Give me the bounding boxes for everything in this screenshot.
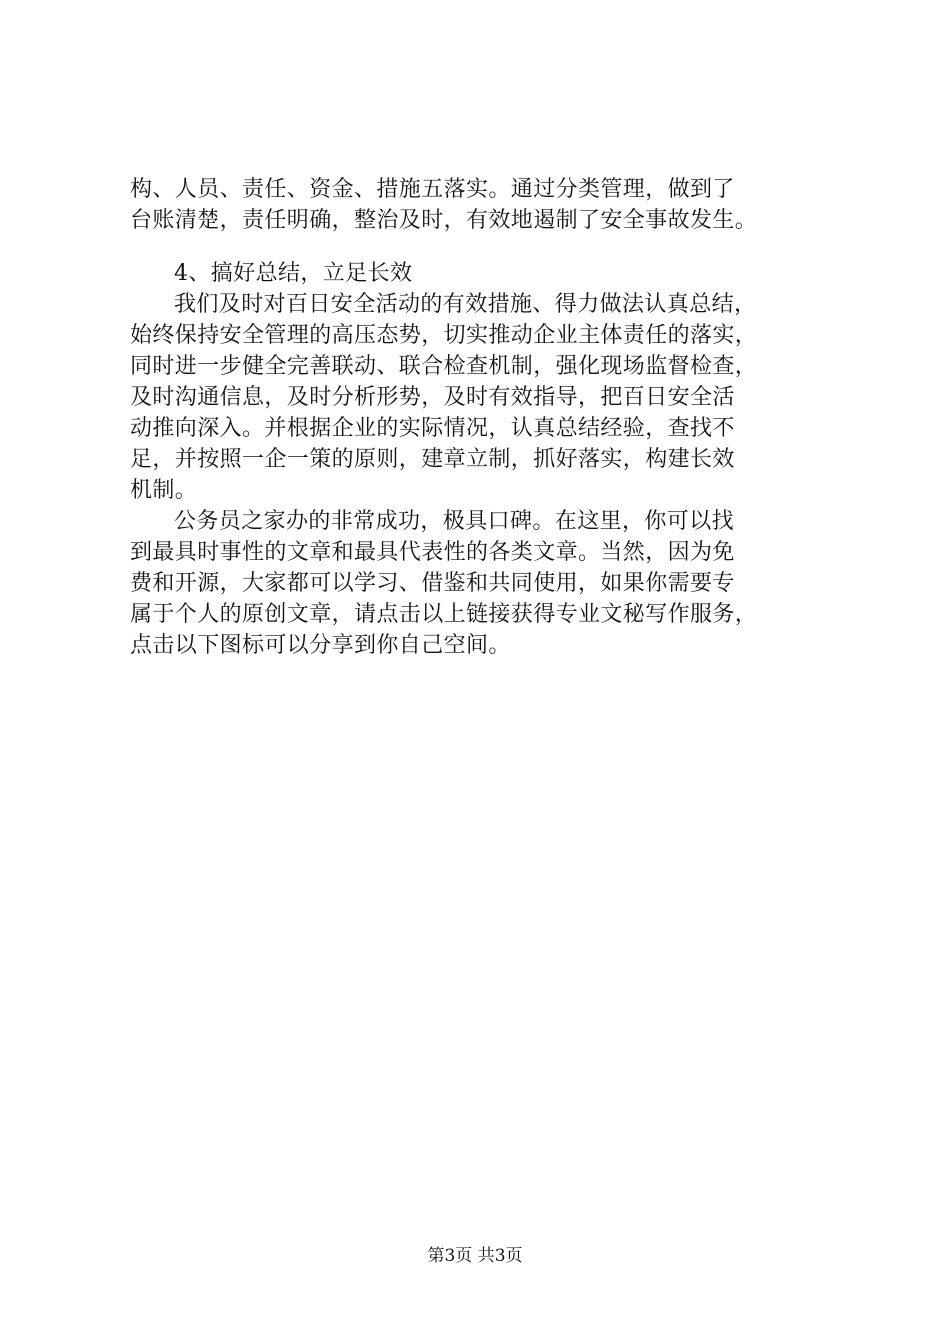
text-line: 机制。 <box>130 478 198 503</box>
text-line: 台账清楚，责任明确，整治及时，有效地遏制了安全事故发生。 <box>130 208 758 233</box>
page-number: 第3页 共3页 <box>427 1246 523 1266</box>
text-line: 同时进一步健全完善联动、联合检查机制，强化现场监督检查， <box>130 354 758 379</box>
text-line: 足，并按照一企一策的原则，建章立制，抓好落实，构建长效 <box>130 447 735 472</box>
section-4 <box>130 258 830 661</box>
page-footer <box>0 1244 950 1268</box>
text-line: 点击以下图标可以分享到你自己空间。 <box>130 633 511 658</box>
text-line: 属于个人的原创文章，请点击以上链接获得专业文秘写作服务， <box>130 602 758 627</box>
continuation-paragraph <box>130 174 830 236</box>
text-line: 到最具时事性的文章和最具代表性的各类文章。当然，因为免 <box>130 540 735 565</box>
text-line: 及时沟通信息，及时分析形势，及时有效指导，把百日安全活 <box>130 385 735 410</box>
section-heading: 4、搞好总结，立足长效 <box>174 261 413 286</box>
text-line: 构、人员、责任、资金、措施五落实。通过分类管理，做到了 <box>130 177 735 202</box>
text-line: 费和开源，大家都可以学习、借鉴和共同使用，如果你需要专 <box>130 571 735 596</box>
text-line: 始终保持安全管理的高压态势，切实推动企业主体责任的落实， <box>130 323 758 348</box>
text-line: 我们及时对百日安全活动的有效措施、得力做法认真总结， <box>174 292 757 317</box>
text-line: 动推向深入。并根据企业的实际情况，认真总结经验，查找不 <box>130 416 735 441</box>
text-line: 公务员之家办的非常成功，极具口碑。在这里，你可以找 <box>174 509 735 534</box>
